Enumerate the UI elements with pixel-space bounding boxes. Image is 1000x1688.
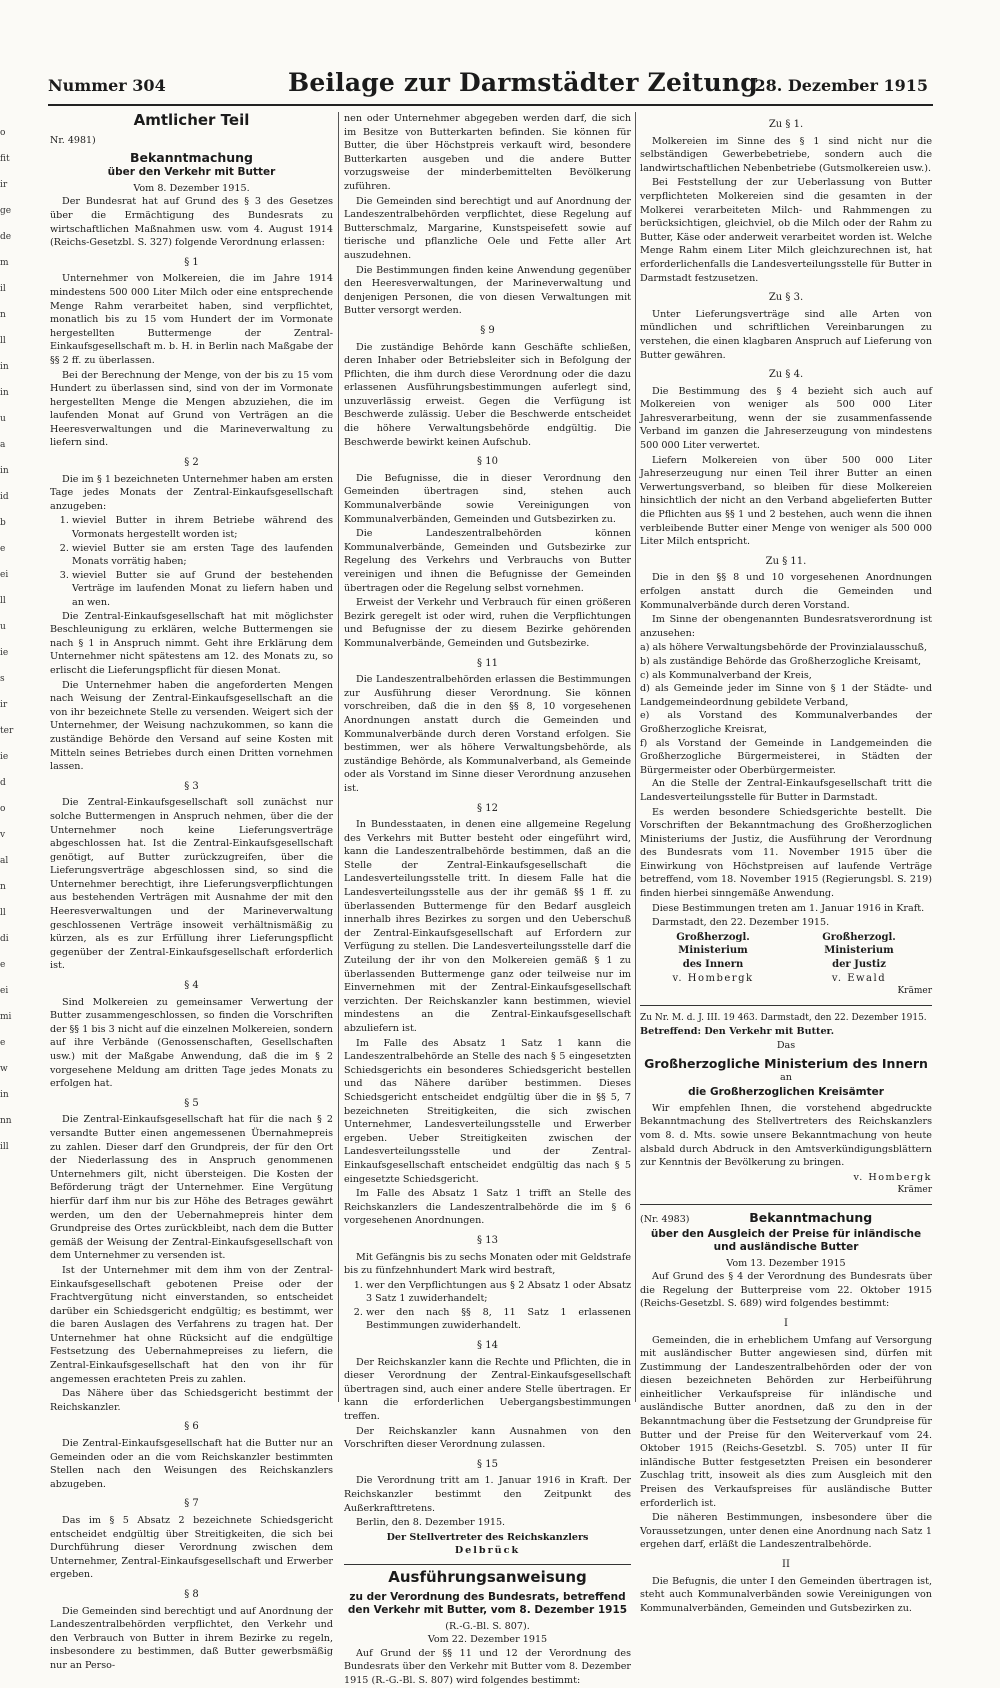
- signoff-title: Der Stellvertreter des Reichskanzlers: [386, 1531, 589, 1543]
- announcement-header: [640, 1211, 932, 1227]
- margin-fragment: ter: [0, 726, 14, 736]
- ministry-signatures: [640, 931, 932, 985]
- issue-date: 28. Dezember 1915: [754, 76, 928, 95]
- section-label: § 12: [477, 802, 498, 814]
- column-divider: [635, 112, 636, 1402]
- margin-fragment: in: [0, 466, 9, 476]
- section-label: § 1: [184, 256, 199, 268]
- masthead-rule: [48, 104, 933, 106]
- margin-fragment: u: [0, 414, 6, 424]
- numbered-list: [344, 1279, 631, 1333]
- paragraph: Die Verordnung tritt am 1. Januar 1916 in Kraft. Der Reichskanzler bestimmt den Zeitpunkt des Außerkrafttretens.: [344, 1475, 631, 1514]
- margin-fragment: d: [0, 778, 6, 788]
- signature-name: v. Hombergk: [672, 972, 754, 984]
- list-item: 1. wieviel Butter in ihrem Betriebe während des Vormonats hergestellt worden ist;: [72, 514, 333, 541]
- column-3: [640, 112, 932, 1614]
- list-item: 3. wieviel Butter sie auf Grund der bestehenden Verträge im laufenden Monat zu liefern haben und an wen.: [72, 569, 333, 610]
- section-label: § 15: [477, 1458, 498, 1470]
- paragraph: Die Zentral-Einkaufsgesellschaft hat die Butter nur an Gemeinden oder an die vom Reichskanzler bestimmten Stellen nach den Weisungen des Reichskanzlers abzugeben.: [50, 1438, 333, 1490]
- margin-fragment: ir: [0, 180, 8, 190]
- paragraph: Die Unternehmer haben die angeforderten Mengen nach Weisung der Zentral-Einkaufsgesellschaft an die von ihr bezeichnete Stelle zu versenden. Weigert sich der Unternehmer, der Weisung nachzukommen, so kann die zuständige Behörde den Versand auf seine Kosten mit Mitteln seines Betriebes durch einen Dritten vornehmen lassen.: [50, 679, 333, 773]
- paragraph: Unter Lieferungsverträge sind alle Arten von mündlichen und schriftlichen Vereinbarungen zu verstehen, die einen klagbaren Anspruch auf Lieferung von Butter gewähren.: [640, 308, 932, 361]
- margin-fragment: o: [0, 804, 6, 814]
- paragraph: Es werden besondere Schiedsgerichte bestellt. Die Vorschriften der Bekanntmachung des Großherzoglichen Ministeriums der Justiz, die Ausführung der Verordnung des Bundesrats vom 11. November 1915 über die Einwirkung von Höchstpreisen auf laufende Verträge betreffend, vom 18. November 1915 (Regierungsbl. S. 219) finden hierbei sinngemäße Anwendung.: [640, 806, 932, 900]
- paragraph: Mit Gefängnis bis zu sechs Monaten oder mit Geldstrafe bis zu fünfzehnhundert Mark wird bestraft,: [344, 1251, 631, 1277]
- paragraph: Die Landeszentralbehörden können Kommunalverbände, Gemeinden und Gutsbezirke zur Regelung des Verkehrs und Verbrauchs von Butter vereinigen und ihnen die Befugnisse der Gemeinden übertragen oder die Regelung selbst vornehmen.: [344, 528, 631, 594]
- signature-department: der Justiz: [832, 959, 886, 971]
- section-label: § 4: [184, 980, 199, 992]
- paragraph: Der Reichskanzler kann die Rechte und Pflichten, die in dieser Verordnung der Zentral-Einkaufsgesellschaft übertragen sind, auch einer andere Stelle übertragen. Er kann die erforderlichen Uebergangsbestimmungen treffen.: [344, 1356, 631, 1423]
- list-item: f) als Vorstand der Gemeinde in Landgemeinden die Großherzogliche Bürgermeisterei, in Städten der Bürgermeister oder Oberbürgermeister.: [640, 737, 932, 776]
- paragraph: In Bundesstaaten, in denen eine allgemeine Regelung des Verkehrs mit Butter besteht oder eingeführt wird, kann die Landeszentralbehörde bestimmen, daß an die Stelle der Zentral-Einkaufsgesellschaft die Landesverteilungsstelle tritt. In diesem Falle hat die Landesverteilungsstelle aus der ihr gemäß §§ 1 ff. zu überlassenden Buttermenge für den Bedarf ausgleich innerhalb ihres Bezirkes zu sorgen und den Ueberschuß der Zentral-Einkaufsgesellschaft auf Erfordern zur Verfügung zu stellen. Die Landesverteilungsstelle darf die Zuteilung der ihr von den Molkereien gemäß § 1 zu überlassenden Buttermenge ganz oder teilweise nur im Einvernehmen mit der Zentral-Einkaufsgesellschaft verzichten. Der Reichskanzler kann bestimmen, wieviel mindestens an die Zentral-Einkaufsgesellschaft abzuliefern ist.: [344, 819, 631, 1034]
- margin-fragment: de: [0, 232, 12, 242]
- signature-ministry-justice: Großherzogl. Ministerium: [822, 931, 896, 957]
- margin-fragment: ll: [0, 908, 6, 918]
- place-date: Darmstadt, den 22. Dezember 1915.: [652, 917, 830, 929]
- margin-fragment: in: [0, 388, 9, 398]
- section-label: § 2: [184, 457, 199, 469]
- section-label: § 6: [184, 1421, 199, 1433]
- paragraph: Die Befugnisse, die in dieser Verordnung den Gemeinden übertragen sind, stehen auch Kommunalverbände sowie Vereinigungen von Kommunalverbänden, Gemeinden und Gutsbezirken zu.: [344, 472, 631, 525]
- margin-fragment: w: [0, 1064, 8, 1074]
- salutation-an: an: [780, 1072, 792, 1084]
- ministry-heading: Großherzogliche Ministerium des Innern: [644, 1055, 928, 1071]
- announcement-heading: Bekanntmachung: [749, 1209, 873, 1225]
- paragraph: Diese Bestimmungen treten am 1. Januar 1916 in Kraft.: [652, 902, 925, 914]
- paragraph: Das im § 5 Absatz 2 bezeichnete Schiedsgericht entscheidet endgültig über Streitigkeiten, die sich bei Durchführung dieser Verordnung zwischen dem Unternehmer, Zentral-Einkaufsgesellschaft und Erwerber ergeben.: [50, 1515, 333, 1581]
- instruction-subtitle: zu der Verordnung des Bundesrats, betreffend den Verkehr mit Butter, vom 8. Dezember 1915: [347, 1590, 628, 1616]
- instruction-reference: (R.-G.-Bl. S. 807).: [445, 1620, 530, 1632]
- paragraph: An die Stelle der Zentral-Einkaufsgesellschaft tritt die Landesverteilungsstelle für Butter in Darmstadt.: [640, 778, 932, 803]
- margin-fragment: e: [0, 1038, 6, 1048]
- reference-line: Zu Nr. M. d. J. III. 19 463. Darmstadt, den 22. Dezember 1915.: [640, 1012, 927, 1023]
- margin-fragment: il: [0, 284, 6, 294]
- section-label: Zu § 11.: [765, 555, 807, 567]
- list-item: e) als Vorstand des Kommunalverbandes der Großherzogliche Kreisrat,: [640, 710, 932, 735]
- margin-fragment: ll: [0, 336, 6, 346]
- signoff-place: Berlin, den 8. Dezember 1915.: [356, 1517, 506, 1529]
- column-1: [50, 111, 333, 1671]
- margin-fragment: ie: [0, 648, 9, 658]
- section-label: § 3: [184, 780, 199, 792]
- paragraph: Der Reichskanzler kann Ausnahmen von den Vorschriften dieser Verordnung zulassen.: [344, 1425, 631, 1451]
- paragraph: Das Nähere über das Schiedsgericht bestimmt der Reichskanzler.: [50, 1388, 333, 1413]
- margin-fragment: m: [0, 258, 9, 268]
- margin-fragment: ei: [0, 570, 9, 580]
- paragraph: Auf Grund der §§ 11 und 12 der Verordnung des Bundesrats über den Verkehr mit Butter vom 8. Dezember 1915 (R.-G.-Bl. S. 807) wird folgendes bestimmt:: [344, 1647, 631, 1686]
- section-label: § 10: [477, 456, 498, 468]
- list-item: d) als Gemeinde jeder im Sinne von § 1 der Städte- und Landgemeindeordnung gebildete Verband,: [640, 683, 932, 708]
- paragraph: Molkereien im Sinne des § 1 sind nicht nur die selbständigen Gewerbebetriebe, sondern auch die landwirtschaftlichen Nebenbetriebe (Gutsmolkereien usw.).: [640, 135, 932, 174]
- margin-fragment: nn: [0, 1116, 12, 1126]
- paragraph: Die Bestimmungen finden keine Anwendung gegenüber den Heeresverwaltungen, der Marineverwaltung und denjenigen Personen, die von diesen Verwaltungen mit Butter versorgt werden.: [344, 264, 631, 317]
- countersignature: Krämer: [897, 1185, 932, 1196]
- instruction-title: Ausführungsanweisung: [388, 1567, 587, 1586]
- margin-fragment: a: [0, 440, 6, 450]
- list-item: 2. wieviel Butter sie am ersten Tage des laufenden Monats vorrätig haben;: [72, 542, 333, 569]
- list-item: a) als höhere Verwaltungsbehörde der Provinzialausschuß,: [640, 642, 927, 654]
- margin-fragment: mi: [0, 1012, 12, 1022]
- signoff-name: Delbrück: [454, 1545, 521, 1557]
- dateline: Vom 13. Dezember 1915: [726, 1257, 846, 1269]
- margin-fragment: s: [0, 674, 5, 684]
- margin-fragment: n: [0, 310, 6, 320]
- paragraph: Die Befugnis, die unter I den Gemeinden übertragen ist, steht auch Kommunalverbänden sowie Vereinigungen von Kommunalverbänden, Gemeinden und Gutsbezirken zu.: [640, 1575, 932, 1614]
- margin-fragment: ie: [0, 752, 9, 762]
- paragraph: Die Landeszentralbehörden erlassen die Bestimmungen zur Ausführung dieser Verordnung. Sie können vorschreiben, daß die in den §§ 8, 10 vorgesehenen Anordnungen anstatt durch die Gemeinden und Kommunalverbände durch deren Vorstand erfolgen. Sie bestimmen, wer als höhere Verwaltungsbehörde, als zuständige Behörde, als Kommunalverband, als Gemeinde oder als Vorstand im Sinne dieser Verordnung anzusehen ist.: [344, 674, 631, 794]
- paragraph: Die Zentral-Einkaufsgesellschaft hat für die nach § 2 versandte Butter einen angemessenen Übernahmepreis zu zahlen. Dieser darf den Grundpreis, der für den Ort der Niederlassung des in Anspruch genommenen Unternehmers gilt, nicht übersteigen. Die Kosten der Beförderung trägt der Unternehmer. Eine Vergütung hierfür darf ihm nur bis zur Höhe des Betrages gewährt werden, um den der Uebernahmepreis hinter dem Grundpreise des Ortes zurückbleibt, nach dem die Butter gemäß der Weisung der Zentral-Einkaufsgesellschaft von dem Unternehmer zu versenden ist.: [50, 1114, 333, 1262]
- dateline: Vom 8. Dezember 1915.: [133, 182, 250, 194]
- paragraph: Ist der Unternehmer mit dem ihm von der Zentral-Einkaufsgesellschaft gebotenen Preise oder der Frachtvergütung nicht einverstanden, so entscheidet darüber ein Schiedsgericht endgültig; es bestimmt, wer die baren Auslagen des Verfahrens zu tragen hat. Der Unternehmer hat ohne Rücksicht auf die endgültige Festsetzung des Uebernahmepreises zu liefern, die Zentral-Einkaufsgesellschaft hat den von ihr für angemessen erachteten Preis zu zahlen.: [50, 1264, 333, 1385]
- announcement-number: Nr. 4981): [50, 134, 96, 146]
- section-label: Zu § 1.: [768, 119, 804, 130]
- paragraph: Bei Feststellung der zur Ueberlassung von Butter verpflichteten Molkereien sind die gesamten in der Molkerei verarbeiteten Milch- und Rahmmengen zu berücksichtigen, gleichviel, ob die Milch oder der Rahm zu Butter, Käse oder anderweit verarbeitet worden ist. Welche Menge Rahm einem Liter Milch gleichzurechnen ist, hat erforderlichenfalls die Landesverteilungsstelle für Butter in Darmstadt festzusetzen.: [640, 177, 932, 284]
- signature-department: des Innern: [682, 959, 744, 971]
- newspaper-title: Beilage zur Darmstädter Zeitung: [288, 68, 758, 97]
- paragraph: Die näheren Bestimmungen, insbesondere über die Voraussetzungen, unter denen eine Anordnung nach Satz 1 ergehen darf, erläßt die Landeszentralbehörde.: [640, 1512, 932, 1551]
- margin-fragment: b: [0, 518, 6, 528]
- paragraph: Erweist der Verkehr und Verbrauch für einen größeren Bezirk geregelt ist oder wird, ruhen die Verpflichtungen und Befugnisse der zu diesem Bezirke gehörenden Kommunalverbände, Gemeinden und Gutsbezirke.: [344, 597, 631, 649]
- signature-name: v. Hombergk: [853, 1171, 932, 1183]
- list-item: 1. wer den Verpflichtungen aus § 2 Absatz 1 oder Absatz 3 Satz 1 zuwiderhandelt;: [366, 1279, 631, 1306]
- previous-page-margin: [0, 120, 16, 1160]
- margin-fragment: n: [0, 882, 6, 892]
- announcement-subheading: über den Ausgleich der Preise für inländische und ausländische Butter: [650, 1227, 922, 1253]
- paragraph: Die Bestimmung des § 4 bezieht sich auch auf Molkereien von weniger als 500 000 Liter Jahresverarbeitung, wenn der sie zusammenfassende Verband im ganzen die Jahreserzeugung von mindestens 500 000 Liter verwertet.: [640, 385, 932, 452]
- column-2: [344, 112, 631, 1686]
- list-item: b) als zuständige Behörde das Großherzogliche Kreisamt,: [640, 655, 922, 667]
- section-label: Zu § 3.: [768, 292, 804, 304]
- list-item: c) als Kommunalverband der Kreis,: [640, 669, 812, 681]
- subject-line: Betreffend: Den Verkehr mit Butter.: [640, 1026, 835, 1038]
- section-label: II: [782, 1559, 790, 1570]
- paragraph: Im Falle des Absatz 1 Satz 1 kann die Landeszentralbehörde an Stelle des nach § 5 eingesetzten Schiedsgerichts ein besonderes Schiedsgericht bestellen und das Nähere darüber bestimmen. Dieses Schiedsgericht entscheidet endgültig über die in §§ 5, 7 bezeichneten Streitigkeiten, die sich zwischen Unternehmer, Landesverteilungsstelle und Erwerber ergeben. Ueber Streitigkeiten zwischen der Landesverteilungsstelle und der Zentral-Einkaufsgesellschaft entscheidet endgültig das nach § 5 eingesetzte Schiedsgericht.: [344, 1037, 631, 1185]
- numbered-list: [50, 514, 333, 609]
- salutation-das: Das: [776, 1040, 796, 1051]
- margin-fragment: ge: [0, 206, 12, 216]
- masthead: [48, 68, 928, 106]
- paragraph: Gemeinden, die in erheblichem Umfang auf Versorgung mit ausländischer Butter angewiesen sind, dürfen mit Zustimmung der Landeszentralbehörden oder der von diesen bezeichneten Behörden zur Herbeiführung einheitlicher Verkaufspreise für inländische und ausländische Butter anordnen, daß zu den in der Bekanntmachung über die Festsetzung der Grundpreise für Butter und der Preise für den Weiterverkauf vom 24. Oktober 1915 (Reichs-Gesetzbl. S. 705) unter II für inländische Butter festgesetzten Preisen ein besonderer Zuschlag tritt, insoweit als dies zum Ausgleich mit den Preisen des Verkaufspreises für ausländische Butter erforderlich ist.: [640, 1334, 932, 1509]
- paragraph: Wir empfehlen Ihnen, die vorstehend abgedruckte Bekanntmachung des Stellvertreters des Reichskanzlers vom 8. d. Mts. sowie unsere Bekanntmachung von heute alsbald durch Abdruck in den Amtsverkündigungsblättern zur Kenntnis der Bevölkerung zu bringen.: [640, 1102, 932, 1169]
- paragraph: Die Zentral-Einkaufsgesellschaft hat mit möglichster Beschleunigung zu erklären, welche Buttermengen sie nach § 1 in Anspruch nimmt. Geht ihre Erklärung dem Unternehmer nicht spätestens am 12. des Monats zu, so erlischt die Lieferungspflicht für diesen Monat.: [50, 610, 333, 676]
- paragraph: Im Falle des Absatz 1 Satz 1 trifft an Stelle des Reichskanzlers die Landeszentralbehörde die im § 6 vorgesehenen Anordnungen.: [344, 1188, 631, 1227]
- section-label: § 9: [480, 324, 495, 336]
- signature-name: v. Ewald: [831, 972, 887, 984]
- margin-fragment: o: [0, 128, 6, 138]
- margin-fragment: e: [0, 544, 6, 554]
- issue-number: Nummer 304: [48, 76, 166, 95]
- paragraph: Die zuständige Behörde kann Geschäfte schließen, deren Inhaber oder Betriebsleiter sich in Befolgung der Pflichten, die ihm durch diese Verordnung oder die dazu erlassenen Ausführungsbestimmungen auferlegt sind, unzuverlässig erweist. Gegen die Verfügung ist Beschwerde zulässig. Ueber die Beschwerde entscheidet die höhere Verwaltungsbehörde endgültig. Die Beschwerde bewirkt keinen Aufschub.: [344, 341, 631, 448]
- section-label: § 7: [184, 1498, 199, 1510]
- margin-fragment: id: [0, 492, 9, 502]
- section-label: § 11: [477, 657, 498, 669]
- paragraph: Die Gemeinden sind berechtigt und auf Anordnung der Landeszentralbehörden verpflichtet, diese Regelung auf Butterschmalz, Margarine, Kunstspeisefett sowie auf tierische und pflanzliche Oele und Fette aller Art auszudehnen.: [344, 195, 631, 261]
- paragraph: nen oder Unternehmer abgegeben werden darf, die sich im Besitze von Butterkarten befinden. Sie können für Butter, die über Höchstpreis verkauft wird, besondere Butterkarten ausgeben und die andere Butter vorzugsweise der minderbemittelten Bevölkerung zuführen.: [344, 113, 631, 192]
- divider: [640, 1005, 932, 1006]
- margin-fragment: di: [0, 934, 9, 944]
- paragraph: Auf Grund des § 4 der Verordnung des Bundesrats über die Regelung der Butterpreise vom 22. Oktober 1915 (Reichs-Gesetzbl. S. 689) wird folgendes bestimmt:: [640, 1271, 932, 1310]
- announcement-heading: Bekanntmachung: [129, 150, 254, 166]
- section-label: I: [784, 1317, 788, 1329]
- instruction-date: Vom 22. Dezember 1915: [427, 1634, 548, 1646]
- paragraph: Bei der Berechnung der Menge, von der bis zu 15 vom Hundert zu überlassen sind, sind von der im Vormonate hergestellten Menge die Mengen abzuziehen, die im laufenden Monat auf Grund von Verträgen an die Heeresverwaltungen und die Marineverwaltung zu liefern sind.: [50, 369, 333, 449]
- countersignature: Krämer: [897, 986, 932, 997]
- divider: [344, 1564, 631, 1565]
- margin-fragment: al: [0, 856, 9, 866]
- paragraph: Im Sinne der obengenannten Bundesratsverordnung ist anzusehen:: [640, 614, 932, 639]
- paragraph: Der Bundesrat hat auf Grund des § 3 des Gesetzes über die Ermächtigung des Bundesrats zu wirtschaftlichen Maßnahmen usw. vom 4. August 1914 (Reichs-Gesetzbl. S. 327) folgende Verordnung erlassen:: [50, 196, 333, 249]
- paragraph: Die Gemeinden sind berechtigt und auf Anordnung der Landeszentralbehörden verpflichtet, den Verkehr und den Verbrauch von Butter in ihrem Bezirke zu regeln, insbesondere zu bestimmen, daß Butter gewerbsmäßig nur an Perso-: [50, 1605, 333, 1671]
- section-label: § 5: [184, 1097, 199, 1109]
- margin-fragment: fit: [0, 154, 10, 164]
- margin-fragment: u: [0, 622, 6, 632]
- announcement-number: (Nr. 4983): [640, 1213, 690, 1225]
- section-label: § 8: [184, 1588, 199, 1600]
- margin-fragment: ei: [0, 986, 9, 996]
- paragraph: Liefern Molkereien von über 500 000 Liter Jahreserzeugung nur einen Teil ihrer Butter an einen Verwertungsverband, so bleiben für diese Molkereien hinsichtlich der nicht an den Verband abgelieferten Butter die Pflichten aus §§ 1 und 2 bestehen, auch wenn die ihnen verbleibende Butter einer Menge von weniger als 500 000 Liter Milch entspricht.: [640, 454, 932, 548]
- paragraph: Sind Molkereien zu gemeinsamer Verwertung der Butter zusammengeschlossen, so finden die Vorschriften der §§ 1 bis 3 nicht auf die einzelnen Molkereien, sondern auf ihre Verbände (Genossenschaften, Gesellschaften usw.) mit der Maßgabe Anwendung, daß die im § 2 vorgesehene Meldung am dritten Tage jedes Monats zu erfolgen hat.: [50, 996, 333, 1090]
- margin-fragment: in: [0, 1090, 9, 1100]
- margin-fragment: ir: [0, 700, 8, 710]
- paragraph: Unternehmer von Molkereien, die im Jahre 1914 mindestens 500 000 Liter Milch oder eine entsprechende Menge Rahm verarbeitet haben, sind verpflichtet, monatlich bis zu 15 vom Hundert der im Vormonate hergestellten Buttermenge der Zentral-Einkaufsgesellschaft m. b. H. in Berlin nach Maßgabe der §§ 2 ff. zu überlassen.: [50, 273, 333, 366]
- section-label: Zu § 4.: [768, 369, 804, 381]
- margin-fragment: in: [0, 362, 9, 372]
- margin-fragment: e: [0, 960, 6, 970]
- section-label: § 14: [477, 1340, 498, 1352]
- divider: [640, 1204, 932, 1205]
- list-item: 2. wer den nach §§ 8, 11 Satz 1 erlassenen Bestimmungen zuwiderhandelt.: [366, 1306, 631, 1333]
- addressee: die Großherzoglichen Kreisämter: [688, 1085, 884, 1098]
- paragraph: Die Zentral-Einkaufsgesellschaft soll zunächst nur solche Buttermengen in Anspruch nehmen, über die der Unternehmer noch keine Lieferungsverträge abgeschlossen hat. Ist die Zentral-Einkaufsgesellschaft genötigt, auf Butter zurückzugreifen, über die Lieferungsverträge abgeschlossen sind, so sind die Unternehmer berechtigt, ihre Lieferungsverpflichtungen aus bestehenden Verträgen mit Ausnahme der mit den Heeresverwaltungen und der Marineverwaltung geschlossenen Verträge insoweit verhältnismäßig zu kürzen, als es zur Erfüllung ihrer Lieferungspflicht gegenüber der Zentral-Einkaufsgesellschaft erforderlich ist.: [50, 797, 333, 972]
- announcement-subheading: über den Verkehr mit Butter: [107, 165, 276, 178]
- section-label: § 13: [477, 1234, 498, 1246]
- margin-fragment: v: [0, 830, 6, 840]
- paragraph: Die in den §§ 8 und 10 vorgesehenen Anordnungen erfolgen anstatt durch die Gemeinden und Kommunalverbände durch deren Vorstand.: [640, 572, 932, 611]
- margin-fragment: ill: [0, 1142, 9, 1152]
- column-divider: [338, 112, 339, 1402]
- section-title: Amtlicher Teil: [133, 111, 250, 129]
- margin-fragment: ll: [0, 596, 6, 606]
- signature-ministry-interior: Großherzogl. Ministerium: [676, 931, 750, 957]
- paragraph: Die im § 1 bezeichneten Unternehmer haben am ersten Tage jedes Monats der Zentral-Einkaufsgesellschaft anzugeben:: [50, 473, 333, 512]
